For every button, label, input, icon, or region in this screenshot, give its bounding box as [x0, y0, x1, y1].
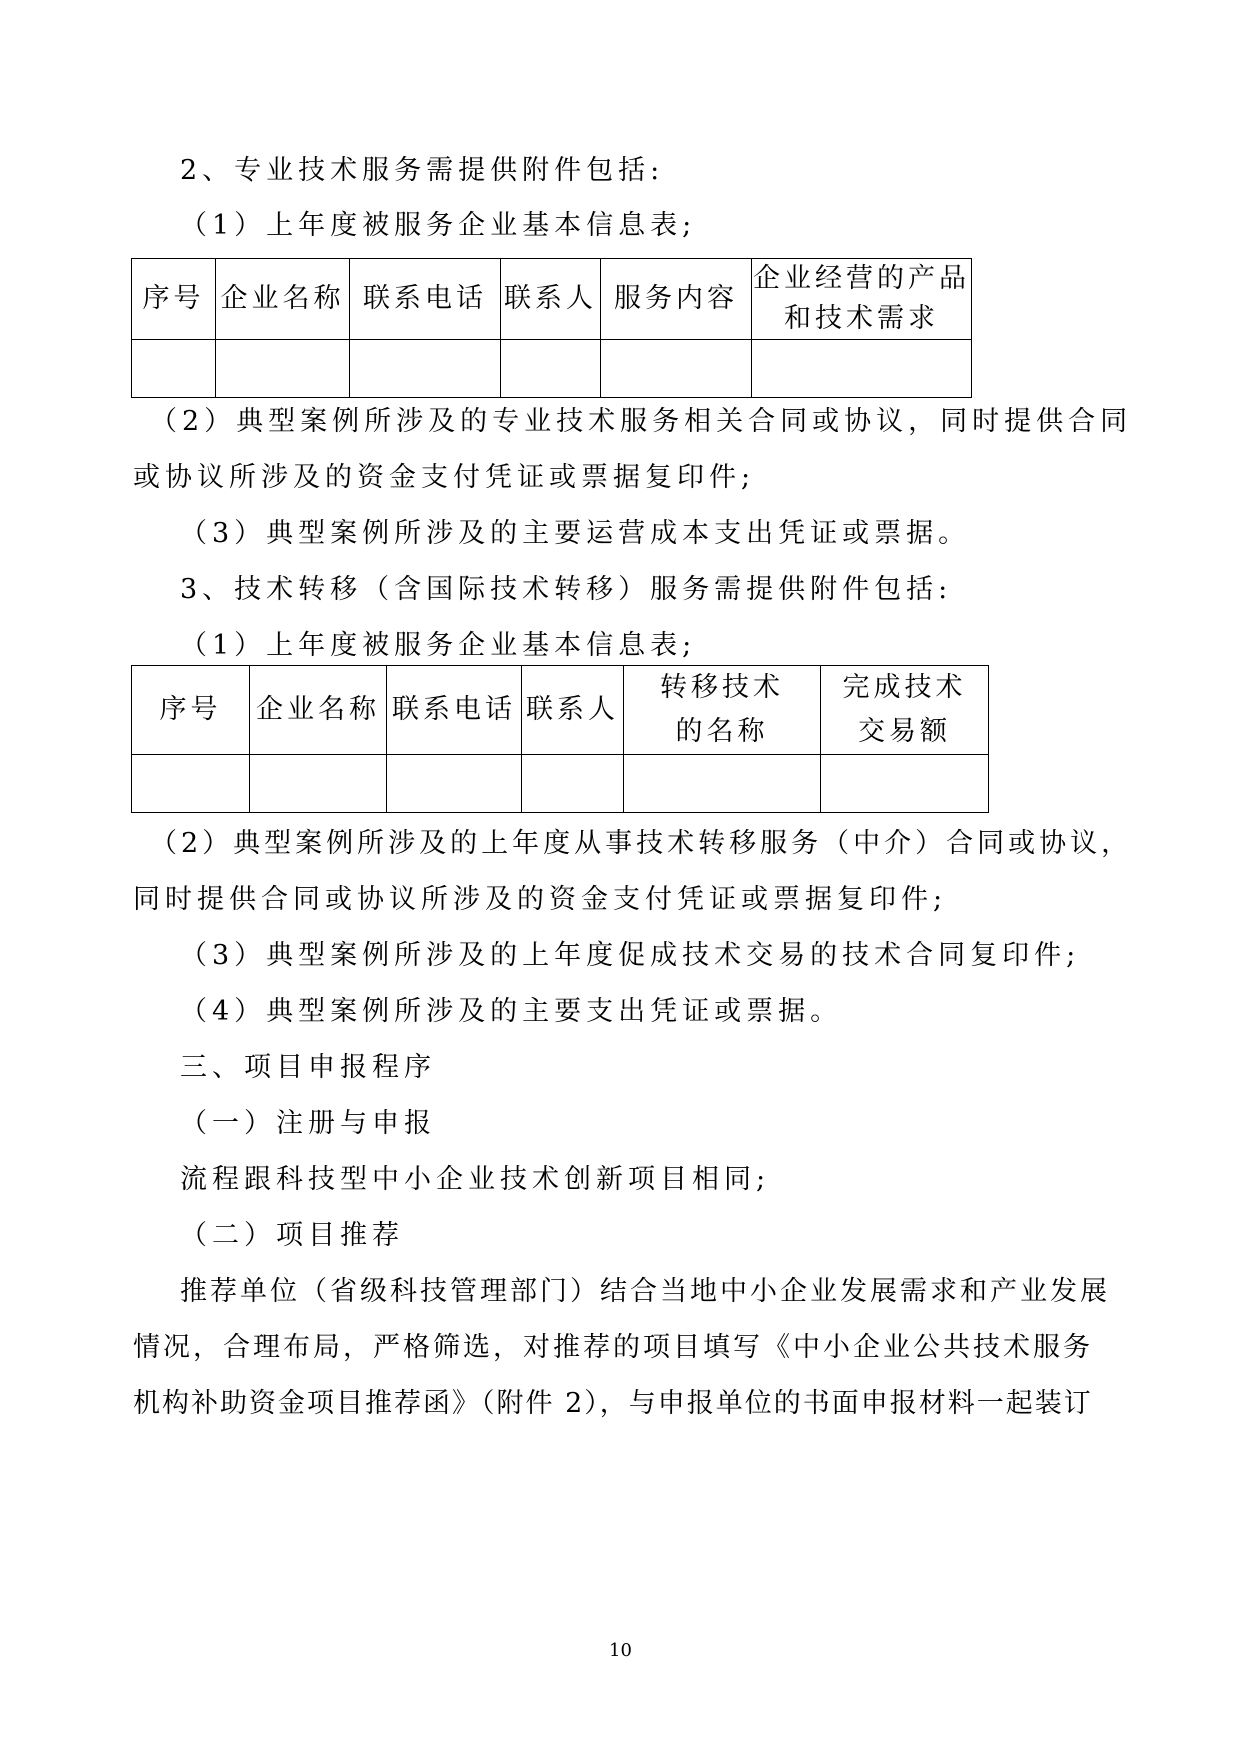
- table-cell: [522, 755, 624, 813]
- header-cell-index: 序号: [132, 259, 216, 340]
- section-heading-3: 三、项目申报程序: [180, 1052, 436, 1083]
- table-cell: [387, 755, 522, 813]
- header-cell-transfer-tech-name: [624, 666, 821, 755]
- header-text-line: 和技术需求: [784, 303, 939, 334]
- table-header-row: [132, 666, 989, 755]
- table-cell: [624, 755, 821, 813]
- header-cell-phone: 联系电话: [387, 666, 522, 755]
- paragraph-line: 流程跟科技型中小企业技术创新项目相同;: [180, 1164, 771, 1195]
- section-item-2: 2、专业技术服务需提供附件包括:: [180, 155, 665, 186]
- paragraph-line: 同时提供合同或协议所涉及的资金支付凭证或票据复印件;: [133, 884, 948, 915]
- enterprise-info-table-1: [131, 258, 972, 398]
- paragraph-line: [133, 1330, 1093, 1366]
- table-cell: [350, 340, 501, 398]
- section-item-3: 3、技术转移（含国际技术转移）服务需提供附件包括:: [180, 574, 953, 605]
- header-text-line: 完成技术: [842, 672, 967, 703]
- paragraph-line: [180, 1274, 1110, 1310]
- table-row: [132, 755, 989, 813]
- subsection-heading-1: （一）注册与申报: [180, 1108, 436, 1139]
- table-row: [132, 340, 972, 398]
- enterprise-info-table-2: [131, 665, 989, 813]
- paragraph-text: （2）典型案例所涉及的专业技术服务相关合同或协议，同时提供合同: [150, 406, 1133, 437]
- table-header-row: [132, 259, 972, 340]
- header-text-line: 企业经营的产品: [753, 263, 970, 294]
- subsection-item-4: （4）典型案例所涉及的主要支出凭证或票据。: [180, 996, 843, 1027]
- page-number: 10: [609, 1640, 632, 1661]
- header-cell-products-needs: [752, 259, 972, 340]
- paragraph-text: 推荐单位（省级科技管理部门）结合当地中小企业发展需求和产业发展: [180, 1276, 1110, 1307]
- header-text-line: 交易额: [858, 716, 951, 747]
- paragraph-line: [133, 1386, 1093, 1422]
- table-cell: [752, 340, 972, 398]
- table-cell: [501, 340, 601, 398]
- header-cell-phone: 联系电话: [350, 259, 501, 340]
- subsection-heading-2: （二）项目推荐: [180, 1220, 404, 1251]
- header-cell-company-name: 企业名称: [250, 666, 387, 755]
- subsection-item-3: （3）典型案例所涉及的上年度促成技术交易的技术合同复印件;: [180, 940, 1081, 971]
- table-cell: [132, 340, 216, 398]
- header-cell-index: 序号: [132, 666, 250, 755]
- header-text-line: 的名称: [675, 716, 769, 747]
- table-cell: [601, 340, 752, 398]
- paragraph-text: 机构补助资金项目推荐函》（附件 2），与申报单位的书面申报材料一起装订: [133, 1388, 1093, 1419]
- table-cell: [216, 340, 350, 398]
- header-cell-contact: 联系人: [501, 259, 601, 340]
- paragraph-text: （2）典型案例所涉及的上年度从事技术转移服务（中介）合同或协议，: [150, 828, 1133, 859]
- paragraph-line: 或协议所涉及的资金支付凭证或票据复印件;: [133, 462, 756, 493]
- table-cell: [132, 755, 250, 813]
- subsection-item-1: （1）上年度被服务企业基本信息表;: [180, 630, 697, 661]
- header-cell-contact: 联系人: [522, 666, 624, 755]
- header-cell-company-name: 企业名称: [216, 259, 350, 340]
- header-cell-transaction-amount: [821, 666, 989, 755]
- subsection-item-1: （1）上年度被服务企业基本信息表;: [180, 210, 697, 241]
- paragraph-line: [150, 404, 1133, 440]
- paragraph-line: [150, 826, 1133, 862]
- header-text-line: 转移技术: [660, 672, 784, 703]
- table-cell: [821, 755, 989, 813]
- header-cell-service-content: 服务内容: [601, 259, 752, 340]
- subsection-item-3: （3）典型案例所涉及的主要运营成本支出凭证或票据。: [180, 518, 971, 549]
- table-cell: [250, 755, 387, 813]
- paragraph-text: 情况，合理布局，严格筛选，对推荐的项目填写《中小企业公共技术服务: [133, 1332, 1093, 1363]
